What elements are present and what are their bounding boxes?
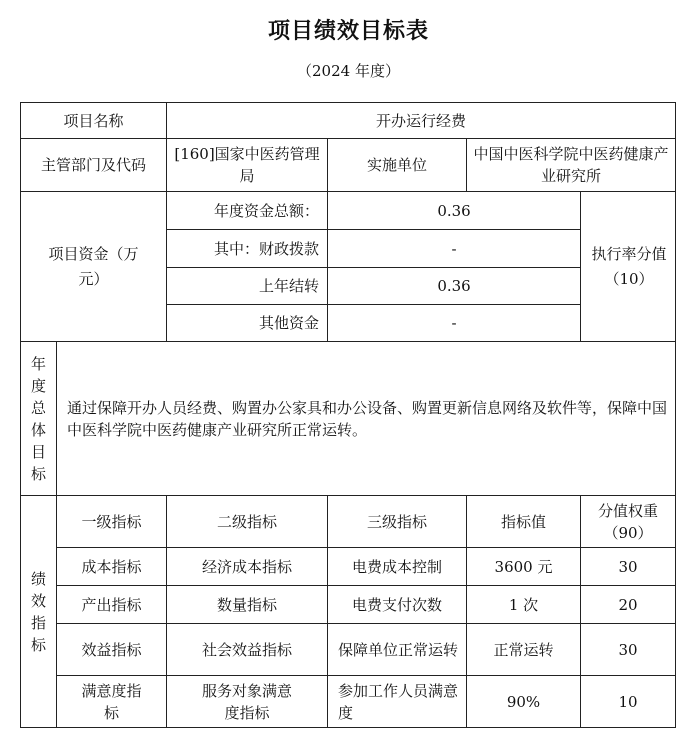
implementer-value: 中国中医科学院中医药健康产业研究所 [467, 139, 676, 192]
table-row [21, 624, 676, 676]
department-label: 主管部门及代码 [21, 139, 167, 192]
indicator-level2: 数量指标 [167, 586, 328, 624]
performance-table [20, 102, 676, 728]
indicator-header-row [21, 496, 676, 548]
funds-row-label: 上年结转 [167, 268, 328, 305]
indicator-level1-text: 满意度指标 [81, 681, 142, 722]
project-name-value: 开办运行经费 [167, 103, 676, 139]
indicator-weight: 10 [581, 676, 676, 728]
table-row [21, 548, 676, 586]
year-note: （2024 年度） [297, 62, 400, 80]
indicator-level1: 效益指标 [57, 624, 167, 676]
funds-label-text: 项目资金（万元） [48, 244, 139, 288]
annual-goal-label [21, 342, 57, 496]
indicator-value: 90% [467, 676, 581, 728]
funds-row-value: 0.36 [328, 192, 581, 230]
project-name-label: 项目名称 [21, 103, 167, 139]
implementer-label: 实施单位 [328, 139, 467, 192]
indicator-level3: 电费成本控制 [328, 548, 467, 586]
indicator-header-weight [581, 496, 676, 548]
annual-goal-label-text: 年度总体目标 [31, 354, 47, 483]
funds-row-value: - [328, 230, 581, 268]
indicator-level1: 产出指标 [57, 586, 167, 624]
indicator-header-level1: 一级指标 [57, 496, 167, 548]
table-row [21, 586, 676, 624]
indicator-level3: 参加工作人员满意度 [328, 676, 467, 728]
indicator-level2: 经济成本指标 [167, 548, 328, 586]
table-row [21, 676, 676, 728]
indicator-level2-text: 服务对象满意度指标 [202, 681, 293, 722]
department-row [21, 139, 676, 192]
indicator-level1 [57, 676, 167, 728]
department-value: [160]国家中医药管理局 [167, 139, 328, 192]
execution-rate-text: 执行率分值（10） [591, 244, 667, 288]
funds-row-value: - [328, 305, 581, 342]
funds-row [21, 192, 676, 230]
indicator-weight: 20 [581, 586, 676, 624]
indicator-weight: 30 [581, 624, 676, 676]
annual-goal-row [21, 342, 676, 496]
indicator-level3: 保障单位正常运转 [328, 624, 467, 676]
indicators-label-text: 绩效指标 [31, 569, 47, 654]
indicators-label [21, 496, 57, 728]
funds-row-label: 其他资金 [167, 305, 328, 342]
indicator-weight: 30 [581, 548, 676, 586]
annual-goal-text: 通过保障开办人员经费、购置办公家具和办公设备、购置更新信息网络及软件等，保障中国中医科学院中医药健康产业研究所正常运转。 [57, 342, 676, 496]
project-name-row [21, 103, 676, 139]
indicator-header-weight-text: 分值权重（90） [598, 501, 659, 542]
funds-row-value: 0.36 [328, 268, 581, 305]
indicator-header-level2: 二级指标 [167, 496, 328, 548]
indicator-header-value: 指标值 [467, 496, 581, 548]
funds-label [21, 192, 167, 342]
indicator-level2: 社会效益指标 [167, 624, 328, 676]
page-title: 项目绩效目标表 [267, 19, 429, 44]
funds-row-label: 年度资金总额： [167, 192, 328, 230]
indicator-value: 3600 元 [467, 548, 581, 586]
execution-rate-label [581, 192, 676, 342]
indicator-header-level3: 三级指标 [328, 496, 467, 548]
funds-row-label: 其中：财政拨款 [167, 230, 328, 268]
indicator-level3: 电费支付次数 [328, 586, 467, 624]
indicator-level2 [167, 676, 328, 728]
indicator-value: 1 次 [467, 586, 581, 624]
indicator-level1: 成本指标 [57, 548, 167, 586]
indicator-value: 正常运转 [467, 624, 581, 676]
